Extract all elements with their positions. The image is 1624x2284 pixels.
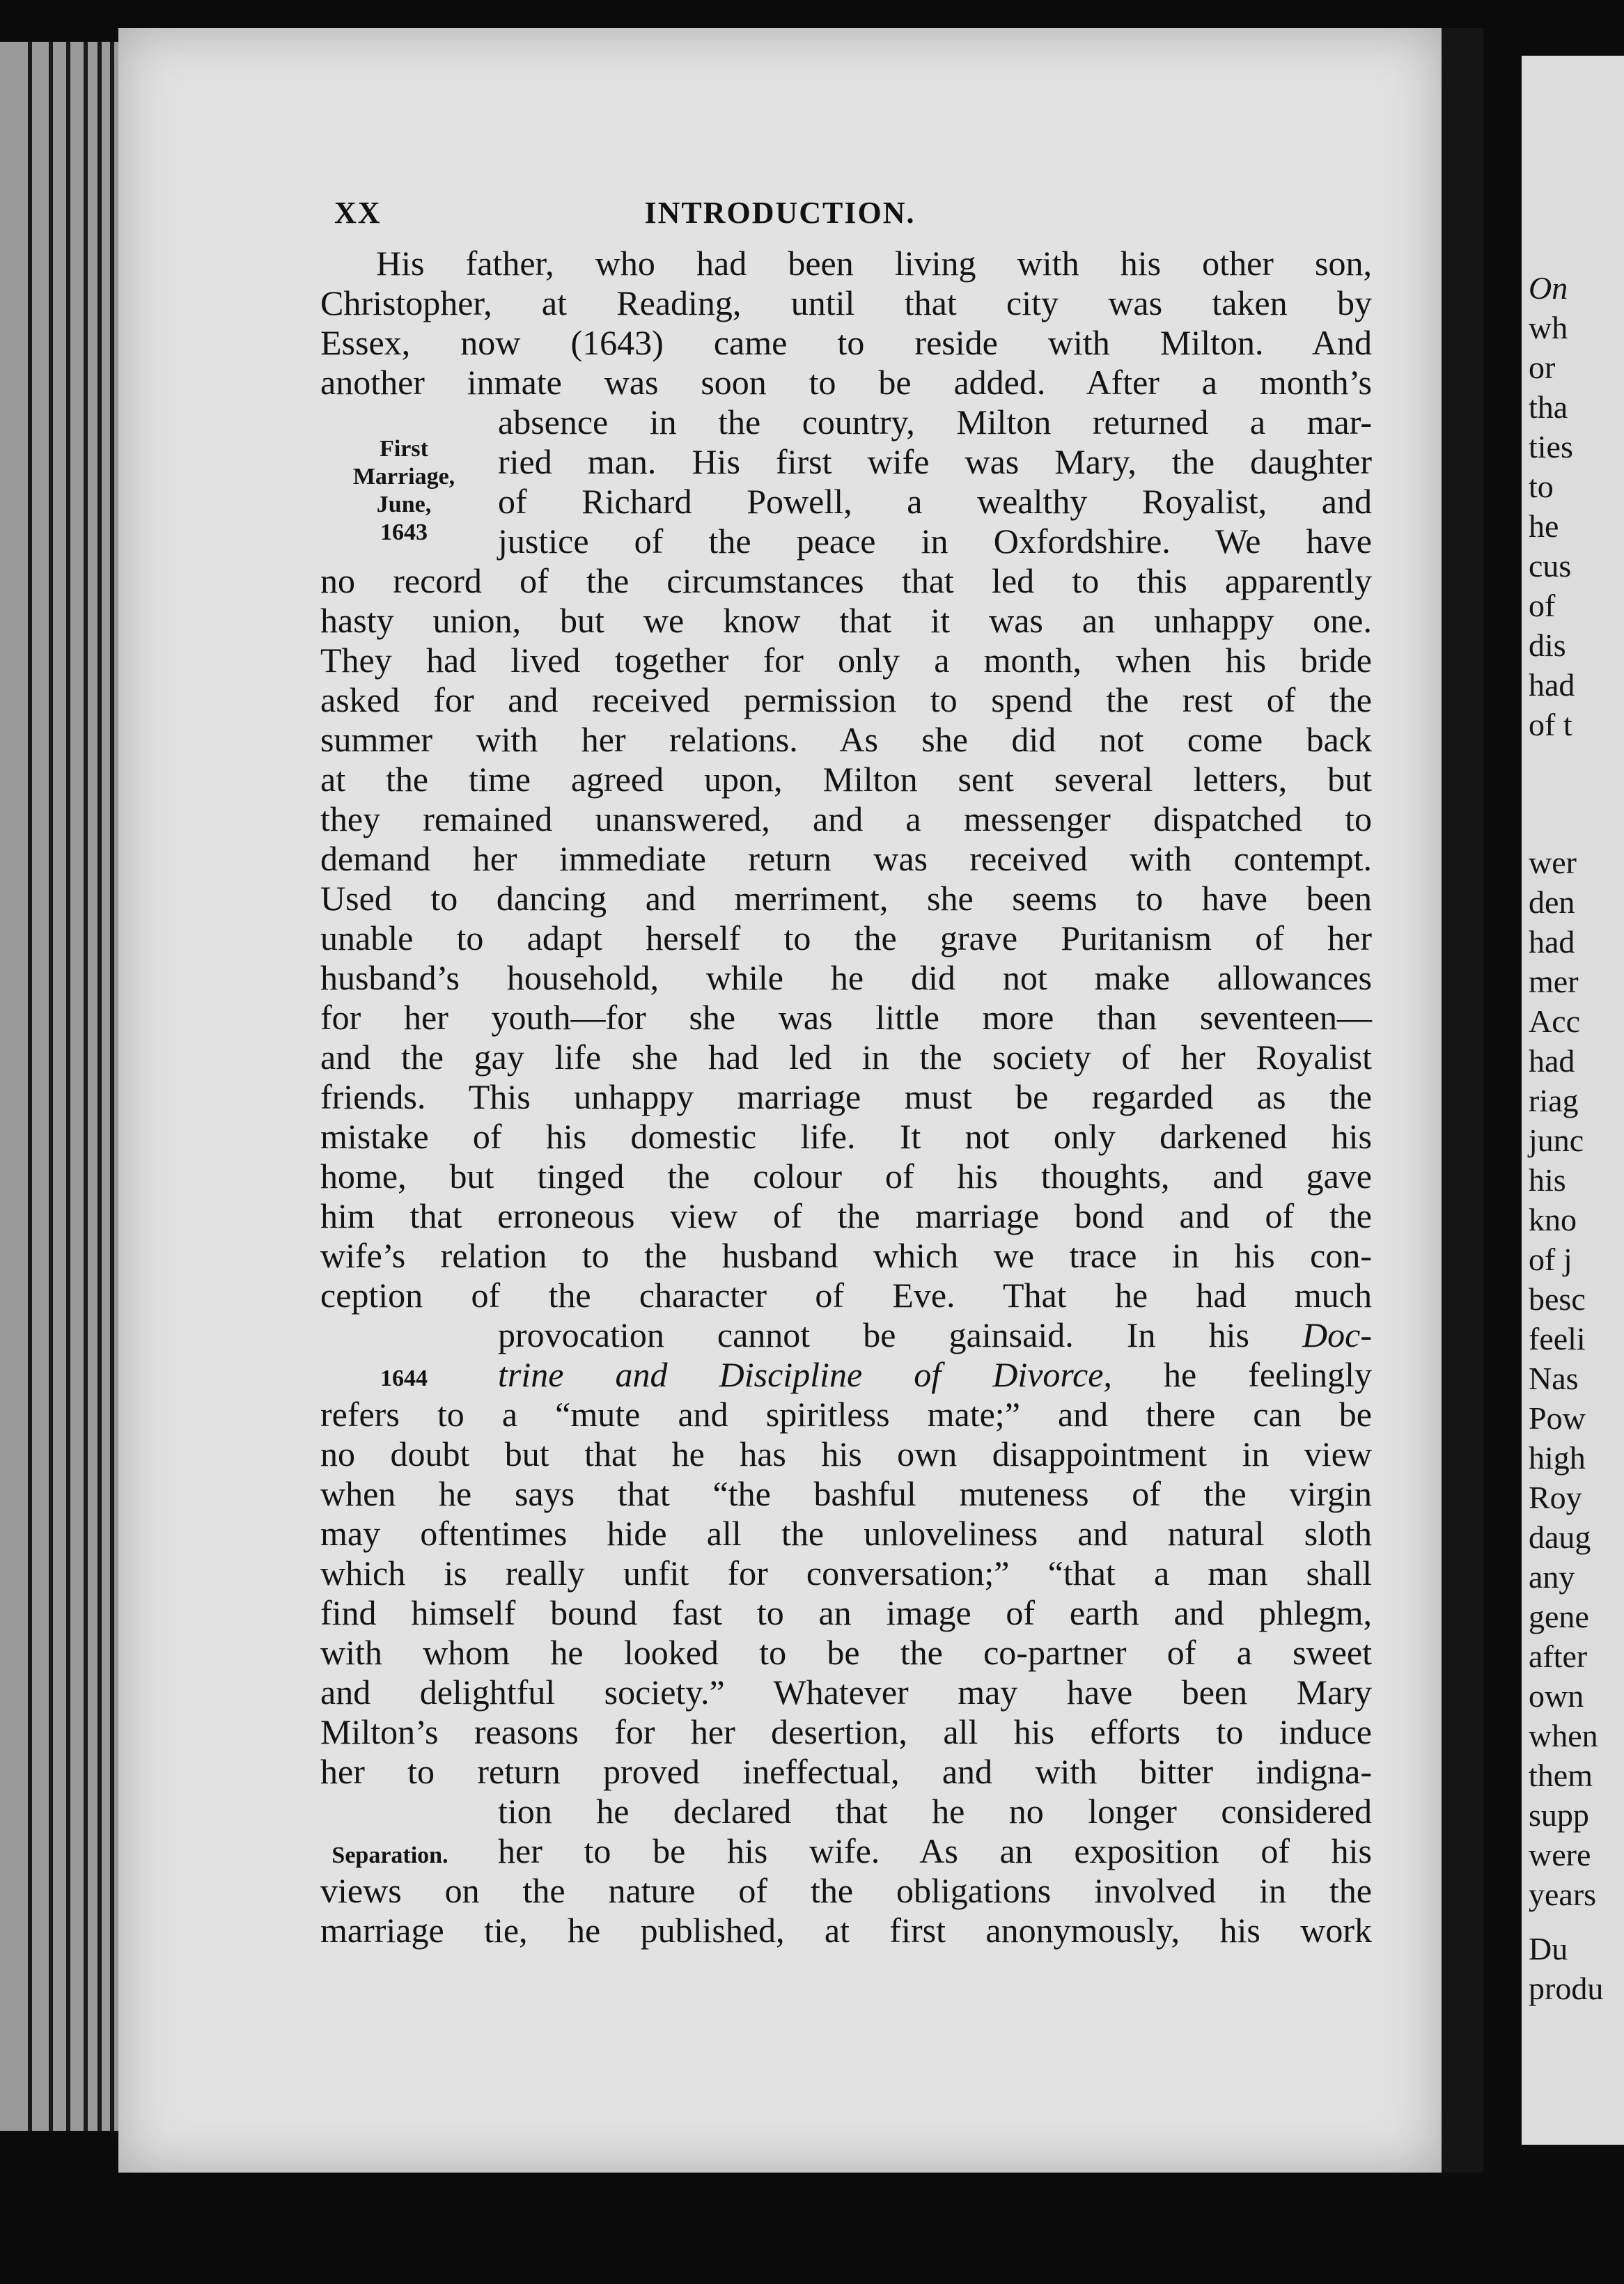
body-line: which is really unfit for conversation;” “that a man shall bbox=[320, 1554, 1372, 1593]
body-line: refers to a “mute and spiritless mate;” and there can be bbox=[320, 1395, 1372, 1434]
adjacent-fragment: them bbox=[1529, 1758, 1593, 1793]
body-line: Used to dancing and merriment, she seems to have been bbox=[320, 879, 1372, 918]
body-line: another inmate was soon to be added. After a month’s bbox=[320, 363, 1372, 402]
adjacent-fragment: years bbox=[1529, 1877, 1597, 1912]
side-note-line: Marriage, bbox=[352, 464, 455, 490]
body-line: demand her immediate return was received with contempt. bbox=[320, 839, 1372, 878]
adjacent-fragment: tha bbox=[1529, 389, 1568, 425]
adjacent-fragment: mer bbox=[1529, 964, 1579, 999]
adjacent-page bbox=[1522, 56, 1624, 2145]
body-line: no record of the circumstances that led to this apparently bbox=[320, 561, 1372, 600]
adjacent-fragment: wh bbox=[1529, 310, 1568, 345]
body-line: views on the nature of the obligations involved in the bbox=[320, 1871, 1372, 1910]
body-line: asked for and received permission to spend the rest of the bbox=[320, 680, 1372, 719]
adjacent-fragment: feeli bbox=[1529, 1321, 1586, 1356]
body-text: he feelingly bbox=[1164, 1355, 1372, 1394]
adjacent-fragment: wer bbox=[1529, 845, 1577, 880]
adjacent-fragment: after bbox=[1529, 1638, 1588, 1674]
side-note-1644: 1644 bbox=[380, 1366, 428, 1391]
body-line: ception of the character of Eve. That he had much bbox=[320, 1276, 1372, 1315]
body-line: and the gay life she had led in the society of her Royalist bbox=[320, 1038, 1372, 1077]
adjacent-fragment: kno bbox=[1529, 1202, 1577, 1237]
body-line-with-italic bbox=[498, 1315, 1372, 1355]
body-line: Milton’s reasons for her desertion, all his efforts to induce bbox=[320, 1712, 1372, 1751]
body-line: they remained unanswered, and a messenger dispatched to bbox=[320, 799, 1372, 838]
adjacent-fragment: dis bbox=[1529, 627, 1566, 663]
body-line: her to be his wife. As an exposition of his bbox=[498, 1831, 1372, 1870]
adjacent-fragment: Pow bbox=[1529, 1400, 1586, 1436]
side-note-separation: Separation. bbox=[331, 1843, 448, 1868]
body-text: provocation cannot be gainsaid. In his bbox=[498, 1315, 1249, 1354]
adjacent-fragment: On bbox=[1529, 270, 1568, 306]
adjacent-fragment: his bbox=[1529, 1162, 1566, 1198]
body-line: justice of the peace in Oxfordshire. We have bbox=[498, 522, 1372, 561]
side-note-line: June, bbox=[376, 492, 432, 517]
body-line: tion he declared that he no longer considered bbox=[498, 1792, 1372, 1831]
adjacent-fragment: supp bbox=[1529, 1797, 1589, 1833]
adjacent-fragment: besc bbox=[1529, 1281, 1586, 1317]
body-line: Christopher, at Reading, until that city was taken by bbox=[320, 283, 1372, 322]
body-line: absence in the country, Milton returned a mar- bbox=[498, 402, 1372, 441]
body-line: mistake of his domestic life. It not only darkened his bbox=[320, 1117, 1372, 1156]
side-note-line: 1643 bbox=[380, 519, 428, 545]
body-line: His father, who had been living with his other son, bbox=[376, 244, 1372, 283]
body-line: when he says that “the bashful muteness of the virgin bbox=[320, 1474, 1372, 1513]
body-line: marriage tie, he published, at first anonymously, his work bbox=[320, 1911, 1372, 1950]
body-line: Essex, now (1643) came to reside with Milton. And bbox=[320, 323, 1372, 362]
body-line: They had lived together for only a month, when his bride bbox=[320, 641, 1372, 680]
body-line: find himself bound fast to an image of earth and phlegm, bbox=[320, 1593, 1372, 1632]
body-line: her to return proved ineffectual, and with bitter indigna- bbox=[320, 1752, 1372, 1791]
book-page bbox=[118, 28, 1442, 2173]
adjacent-fragment: own bbox=[1529, 1678, 1584, 1714]
body-line: unable to adapt herself to the grave Puritanism of her bbox=[320, 918, 1372, 957]
body-line: with whom he looked to be the co-partner of a sweet bbox=[320, 1633, 1372, 1672]
adjacent-fragment: of j bbox=[1529, 1242, 1572, 1277]
adjacent-fragment: had bbox=[1529, 924, 1575, 960]
adjacent-fragment: cus bbox=[1529, 548, 1572, 584]
book-gutter bbox=[1442, 28, 1483, 2173]
adjacent-fragment: junc bbox=[1529, 1123, 1584, 1158]
adjacent-fragment: ties bbox=[1529, 429, 1573, 464]
adjacent-fragment: Nas bbox=[1529, 1361, 1579, 1396]
body-line-with-italic bbox=[498, 1355, 1372, 1395]
side-note-line: First bbox=[380, 436, 428, 462]
adjacent-fragment: had bbox=[1529, 1043, 1575, 1079]
adjacent-fragment: when bbox=[1529, 1718, 1598, 1753]
adjacent-fragment: produ bbox=[1529, 1971, 1604, 2006]
body-line: home, but tinged the colour of his thoughts, and gave bbox=[320, 1157, 1372, 1196]
adjacent-fragment: high bbox=[1529, 1440, 1586, 1476]
adjacent-fragment: were bbox=[1529, 1837, 1591, 1872]
book-page-edges bbox=[0, 42, 118, 2131]
adjacent-fragment: gene bbox=[1529, 1599, 1589, 1634]
adjacent-fragment: Roy bbox=[1529, 1480, 1582, 1515]
body-line: hasty union, but we know that it was an unhappy one. bbox=[320, 601, 1372, 640]
italic-title-part: trine and Discipline of Divorce, bbox=[498, 1355, 1112, 1394]
adjacent-fragment: den bbox=[1529, 884, 1575, 920]
italic-title-part: Doc- bbox=[1302, 1315, 1372, 1354]
adjacent-fragment: Du bbox=[1529, 1931, 1568, 1966]
body-line: friends. This unhappy marriage must be regarded as the bbox=[320, 1077, 1372, 1116]
body-line: ried man. His first wife was Mary, the daughter bbox=[498, 442, 1372, 481]
body-line: no doubt but that he has his own disappointment in view bbox=[320, 1434, 1372, 1473]
body-line: may oftentimes hide all the unloveliness and natural sloth bbox=[320, 1514, 1372, 1553]
body-line: for her youth—for she was little more than seventeen— bbox=[320, 998, 1372, 1037]
body-line: at the time agreed upon, Milton sent several letters, but bbox=[320, 760, 1372, 799]
body-line: and delightful society.” Whatever may have been Mary bbox=[320, 1673, 1372, 1712]
body-line: him that erroneous view of the marriage bond and of the bbox=[320, 1196, 1372, 1235]
body-line: of Richard Powell, a wealthy Royalist, and bbox=[498, 482, 1372, 521]
adjacent-fragment: daug bbox=[1529, 1519, 1591, 1555]
body-line: summer with her relations. As she did not come back bbox=[320, 720, 1372, 759]
page-number: XX bbox=[334, 196, 382, 230]
body-line: husband’s household, while he did not make allowances bbox=[320, 958, 1372, 997]
adjacent-fragment: any bbox=[1529, 1559, 1575, 1595]
adjacent-fragment: of t bbox=[1529, 707, 1572, 742]
page-header bbox=[118, 195, 1442, 237]
adjacent-fragment: to bbox=[1529, 469, 1554, 504]
adjacent-fragment: had bbox=[1529, 667, 1575, 703]
adjacent-fragment: of bbox=[1529, 588, 1556, 623]
body-line: wife’s relation to the husband which we trace in his con- bbox=[320, 1236, 1372, 1275]
adjacent-fragment: he bbox=[1529, 508, 1559, 544]
adjacent-fragment: Acc bbox=[1529, 1003, 1581, 1039]
running-head: INTRODUCTION. bbox=[644, 196, 916, 230]
side-note-first-marriage bbox=[334, 435, 474, 547]
adjacent-fragment: or bbox=[1529, 350, 1556, 385]
adjacent-fragment: riag bbox=[1529, 1083, 1579, 1118]
